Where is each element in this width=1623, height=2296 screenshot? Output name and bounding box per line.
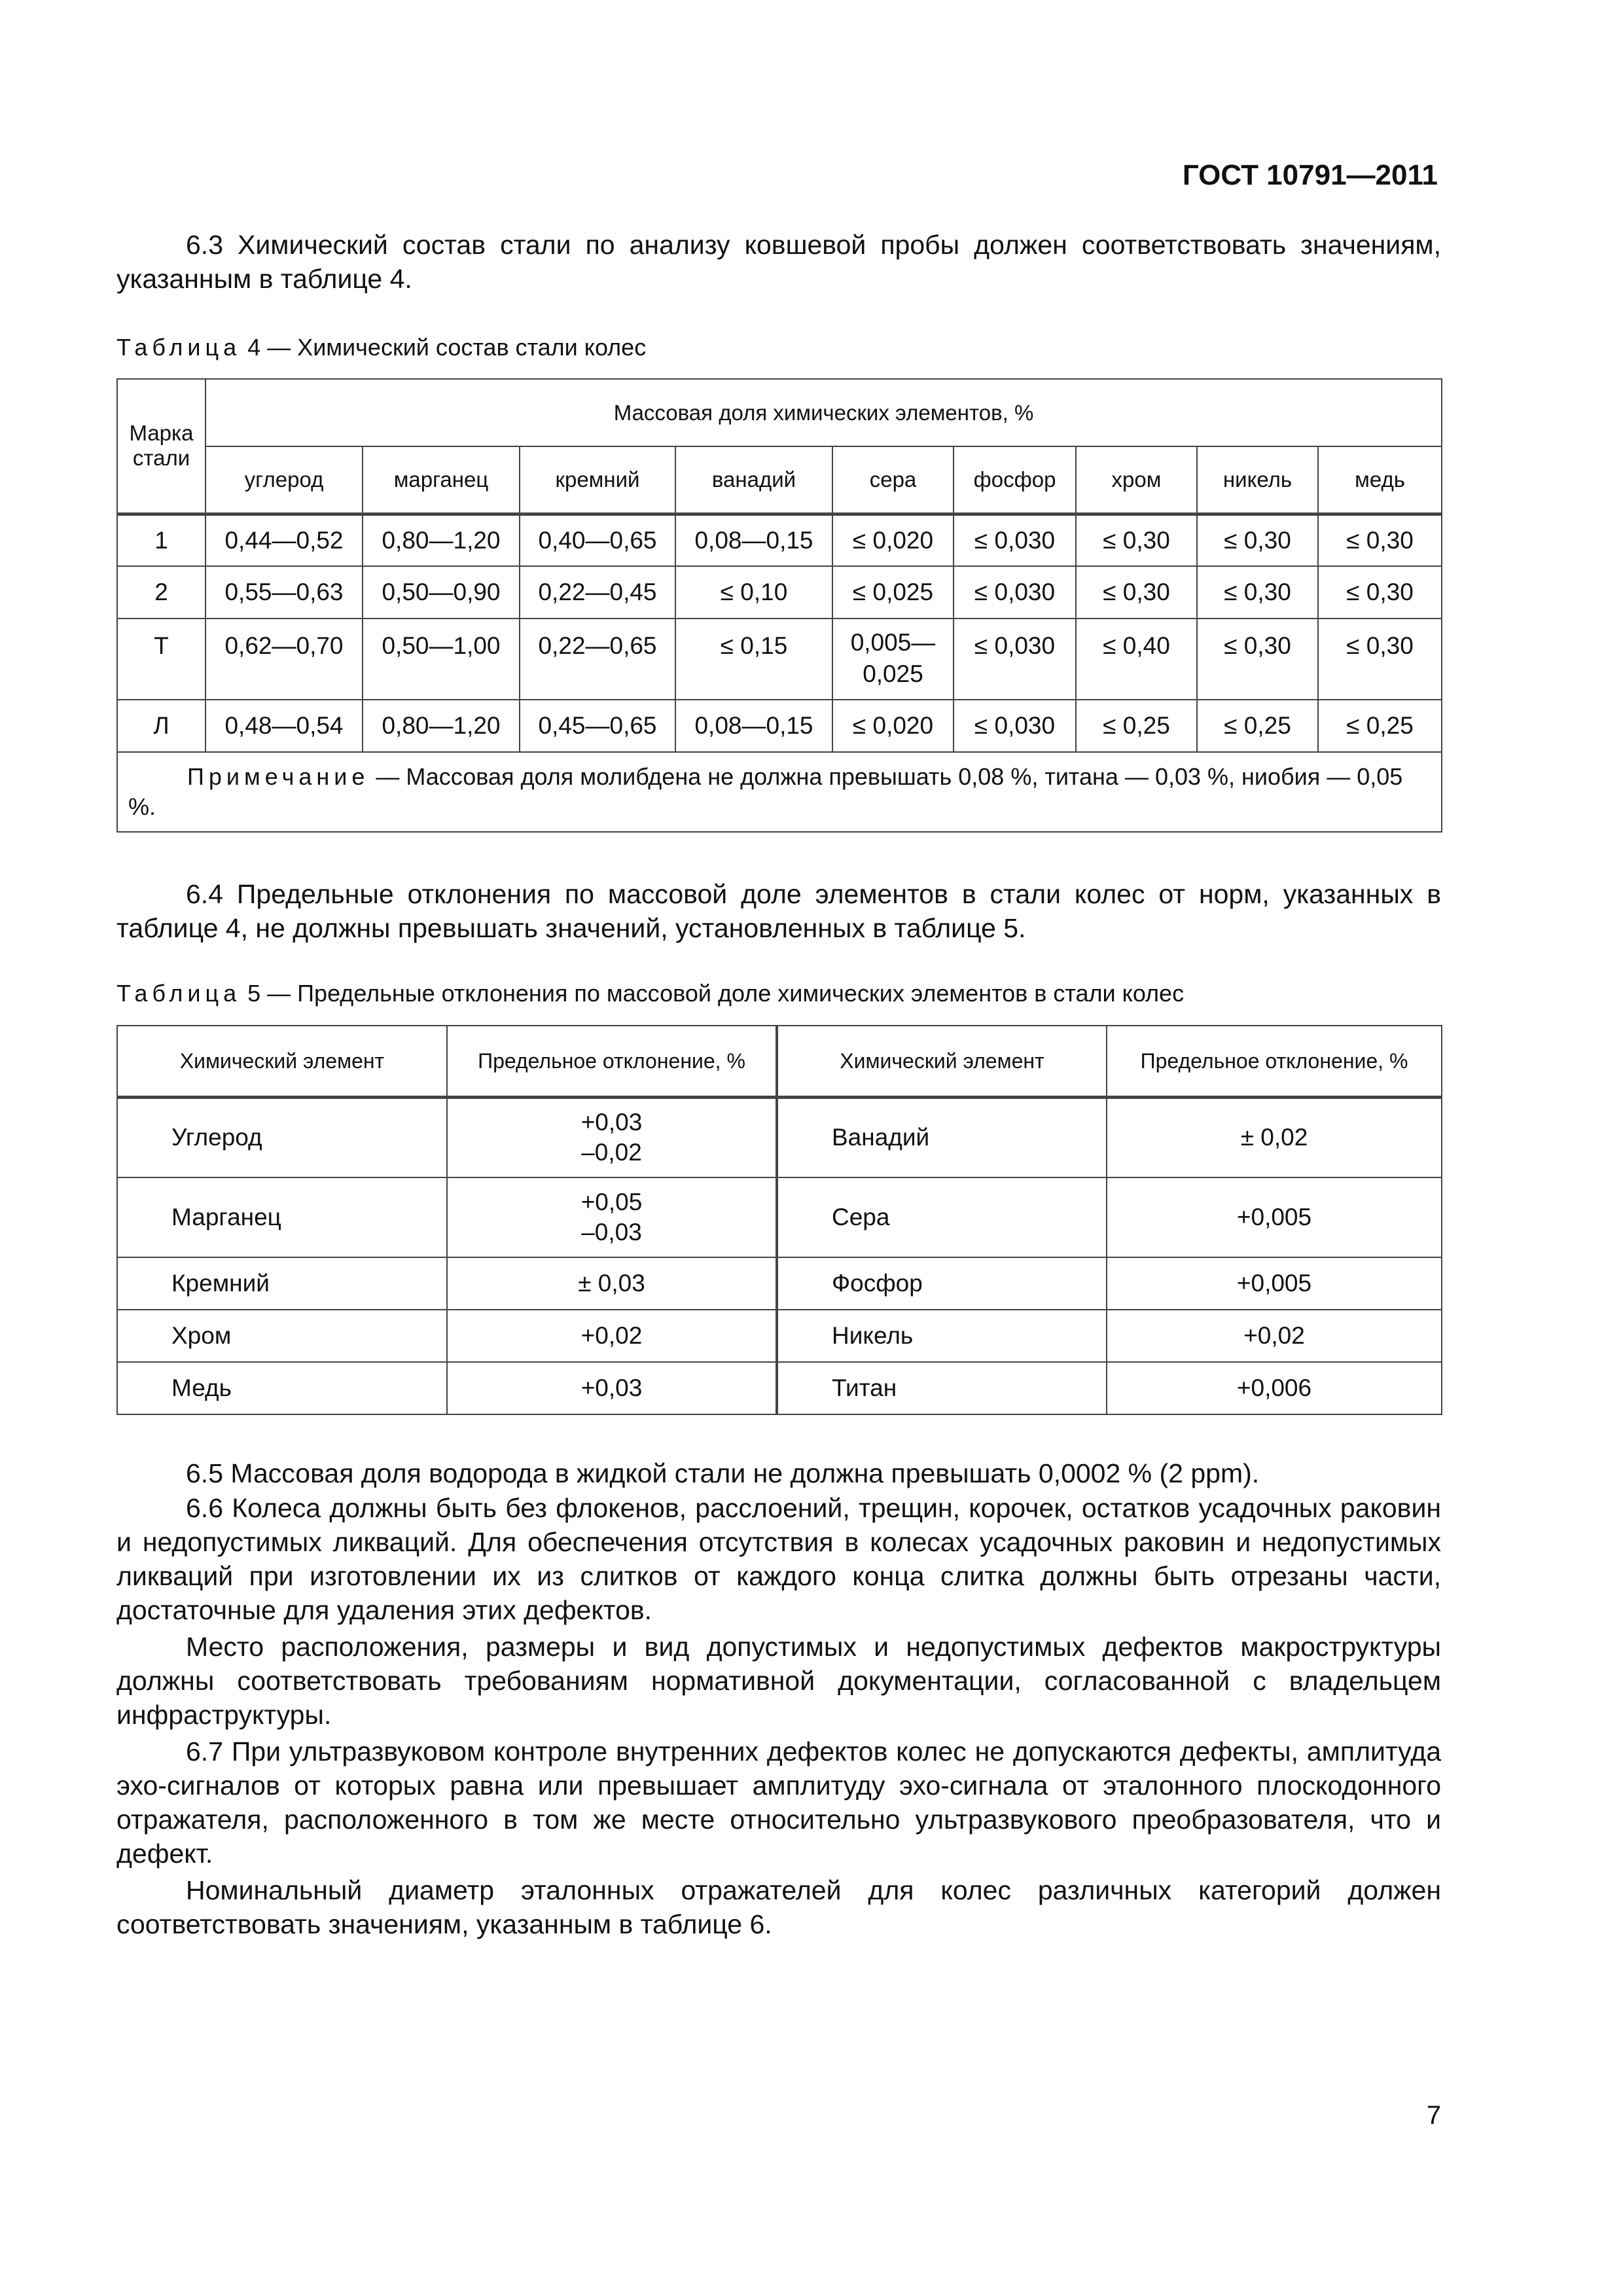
table-cell: +0,03 –0,02 [447,1098,777,1177]
table5-col-header: Предельное отклонение, % [1107,1026,1442,1098]
table5-col-header: Предельное отклонение, % [447,1026,777,1098]
table5-caption [116,978,1441,1009]
table4-group-header: Массовая доля химических элементов, % [205,379,1442,446]
table-cell: Фосфор [777,1257,1107,1310]
table-cell: ≤ 0,30 [1197,619,1318,700]
standard-code-header: ГОСТ 10791—2011 [1182,159,1438,191]
table-cell: ≤ 0,25 [1197,700,1318,752]
table4-col-header: марганец [363,446,520,514]
table4-note [117,752,1442,832]
table-cell: ≤ 0,030 [954,700,1076,752]
table4-col-header: медь [1318,446,1442,514]
table5-caption-prefix: Таблица [116,980,241,1007]
table-row [117,700,1442,752]
table-cell: Кремний [117,1257,447,1310]
table4-col-header: ванадий [675,446,832,514]
table-cell: ≤ 0,30 [1318,514,1442,566]
table-cell: 0,48—0,54 [205,700,363,752]
table-cell: Марганец [117,1177,447,1257]
table-cell: 0,22—0,65 [520,619,675,700]
table-cell: 0,62—0,70 [205,619,363,700]
table4-grade-cell: Л [117,700,205,752]
paragraph-6-6: 6.6 Колеса должны быть без флокенов, расслоений, трещин, корочек, остатков усадочных раковин и недопустимых ликваций. Для обеспечения отсутствия в колесах усадочных раковин и недопустимых ликваций при изготовлении их из слитков от каждого конца слитка должны быть отрезаны части, достаточные для удаления этих дефектов. [116,1493,1441,1625]
table-cell: +0,006 [1107,1362,1442,1414]
table-cell: ≤ 0,30 [1197,514,1318,566]
table4-col-header: углерод [205,446,363,514]
table-row [117,566,1442,619]
table4-col-header: фосфор [954,446,1076,514]
table-row [117,1257,1442,1310]
table-cell: ≤ 0,30 [1076,514,1197,566]
table-cell: ≤ 0,25 [1076,700,1197,752]
table-cell: 0,08—0,15 [675,514,832,566]
table-cell: Хром [117,1310,447,1362]
table4-grade-cell: 1 [117,514,205,566]
table-cell: ≤ 0,15 [675,619,832,700]
table-cell: ± 0,03 [447,1257,777,1310]
table4-note-text: — Массовая доля молибдена не должна превышать 0,08 %, титана — 0,03 %, ниобия — 0,05 %. [128,763,1403,820]
table4-grade-cell: 2 [117,566,205,619]
table-cell: +0,02 [1107,1310,1442,1362]
table-cell: 0,005— 0,025 [832,619,954,700]
table-cell: ≤ 0,030 [954,619,1076,700]
table-cell: +0,005 [1107,1257,1442,1310]
table-cell: ≤ 0,25 [1318,700,1442,752]
table-row [117,1177,1442,1257]
table5-caption-title: 5 — Предельные отклонения по массовой доле химических элементов в стали колес [241,980,1185,1007]
paragraph-6-3: 6.3 Химический состав стали по анализу ковшевой пробы должен соответствовать значениям, указанным в таблице 4. [116,230,1441,294]
paragraph-6-7: 6.7 При ультразвуковом контроле внутренних дефектов колес не допускаются дефекты, амплитуда эхо-сигналов от которых равна или превышает амплитуду эхо-сигнала от эталонного плоскодонного отражателя, расположенного в том же месте относительно ультразвукового преобразователя, что и дефект. [116,1736,1441,1869]
table-5-limit-deviations [116,1025,1442,1415]
page-number: 7 [1426,2101,1441,2130]
table-cell: 0,44—0,52 [205,514,363,566]
table-row [117,1362,1442,1414]
table-cell: 0,80—1,20 [363,514,520,566]
table-cell: Углерод [117,1098,447,1177]
table-cell: ≤ 0,030 [954,514,1076,566]
table-cell: 0,50—0,90 [363,566,520,619]
table-cell: ± 0,02 [1107,1098,1442,1177]
table-cell: ≤ 0,30 [1318,619,1442,700]
table4-caption [116,332,1441,363]
table5-col-header: Химический элемент [117,1026,447,1098]
table-cell: ≤ 0,025 [832,566,954,619]
table-cell: 0,08—0,15 [675,700,832,752]
table-cell: Сера [777,1177,1107,1257]
table-cell: 0,80—1,20 [363,700,520,752]
table-cell: ≤ 0,30 [1318,566,1442,619]
table-cell: ≤ 0,30 [1197,566,1318,619]
table-cell: ≤ 0,020 [832,700,954,752]
table-cell: ≤ 0,30 [1076,566,1197,619]
table-4-chemical-composition [116,378,1442,833]
table-row [117,1098,1442,1177]
table4-stub-header: Марка стали [117,379,205,514]
table4-col-header: хром [1076,446,1197,514]
paragraph-6-4: 6.4 Предельные отклонения по массовой доле элементов в стали колес от норм, указанных в таблице 4, не должны превышать значений, установленных в таблице 5. [116,879,1441,943]
table-cell: ≤ 0,020 [832,514,954,566]
table-row [117,1310,1442,1362]
table4-col-header: сера [832,446,954,514]
paragraph-6-7-reflectors: Номинальный диаметр эталонных отражателей для колес различных категорий должен соответствовать значениям, указанным в таблице 6. [116,1875,1441,1939]
table4-grade-cell: Т [117,619,205,700]
table-cell: Никель [777,1310,1107,1362]
table-cell: 0,40—0,65 [520,514,675,566]
table-cell: Медь [117,1362,447,1414]
table-cell: 0,45—0,65 [520,700,675,752]
table4-col-header: кремний [520,446,675,514]
paragraph-6-5: 6.5 Массовая доля водорода в жидкой стали не должна превышать 0,0002 % (2 ppm). [186,1458,1260,1488]
table4-col-header: никель [1197,446,1318,514]
table-cell: +0,05 –0,03 [447,1177,777,1257]
table-cell: 0,55—0,63 [205,566,363,619]
table5-col-header: Химический элемент [777,1026,1107,1098]
table-row [117,619,1442,700]
table-cell: ≤ 0,40 [1076,619,1197,700]
table4-note-prefix: Примечание [187,763,370,790]
table-cell: +0,03 [447,1362,777,1414]
table-cell: Ванадий [777,1098,1107,1177]
paragraph-6-6-defects: Место расположения, размеры и вид допустимых и недопустимых дефектов макроструктуры должны соответствовать требованиям нормативной документации, согласованной с владельцем инфраструктуры. [116,1632,1441,1730]
table4-caption-title: 4 — Химический состав стали колес [241,334,647,361]
table-cell: 0,22—0,45 [520,566,675,619]
table-cell: Титан [777,1362,1107,1414]
table-cell: ≤ 0,10 [675,566,832,619]
table4-caption-prefix: Таблица [116,334,241,361]
table-cell: +0,005 [1107,1177,1442,1257]
table-cell: ≤ 0,030 [954,566,1076,619]
table-cell: +0,02 [447,1310,777,1362]
table-cell: 0,50—1,00 [363,619,520,700]
table-row [117,514,1442,566]
